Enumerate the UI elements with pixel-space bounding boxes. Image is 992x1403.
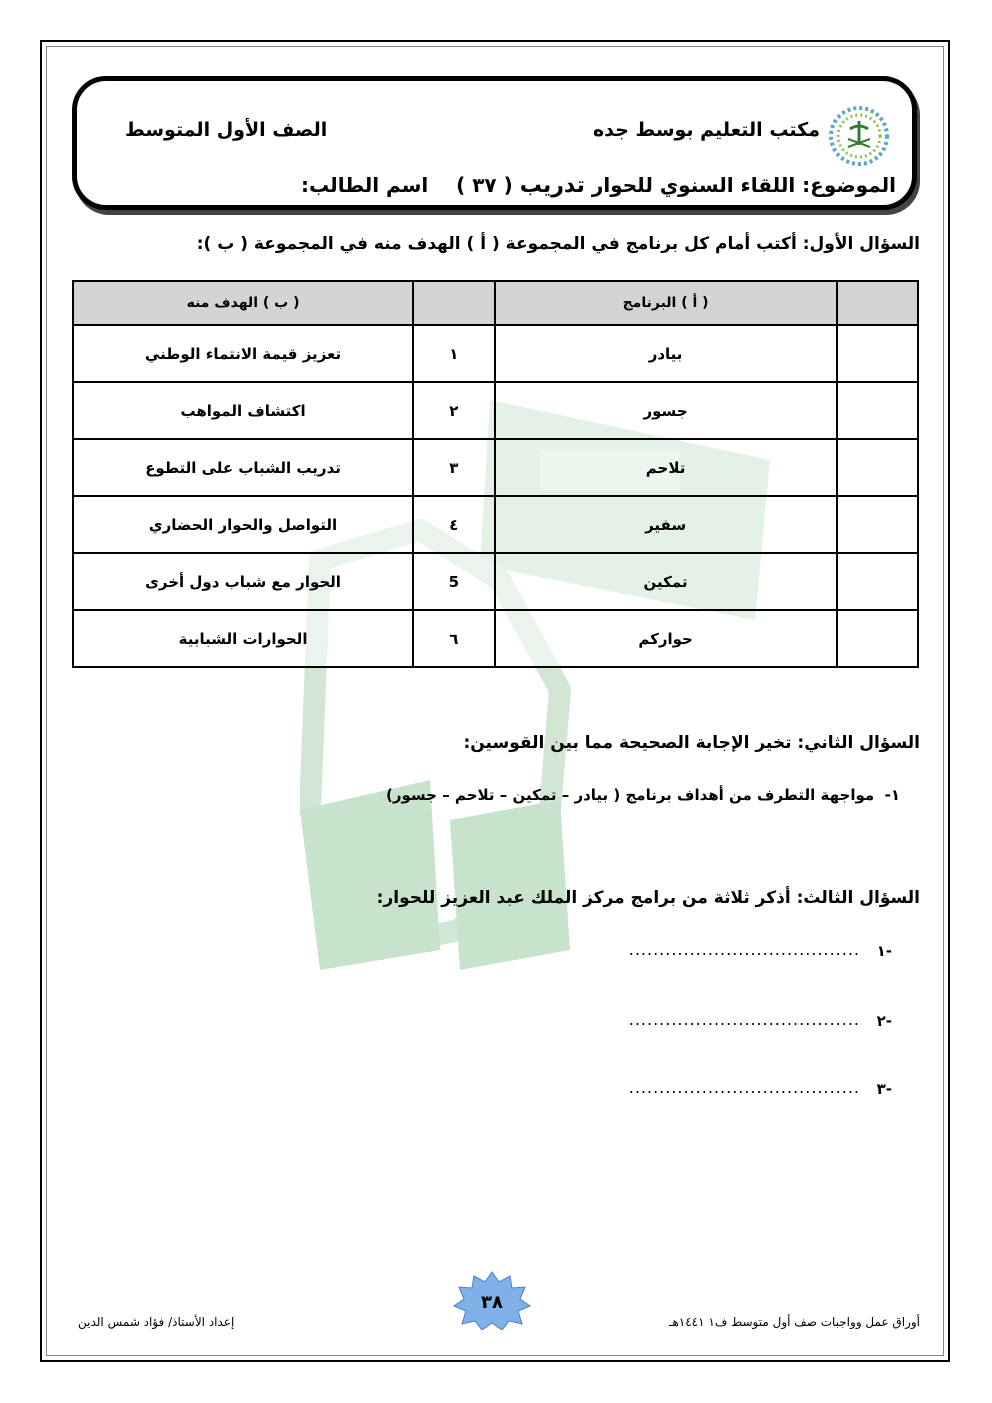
question-1-title: السؤال الأول: أكتب أمام كل برنامج في المجموعة ( أ ) الهدف منه في المجموعة ( ب ): <box>196 234 920 254</box>
program-cell: بيادر <box>495 325 837 382</box>
table-row <box>73 553 918 610</box>
number-cell: ٦ <box>413 610 495 667</box>
topic-number: ( ٣٧ ) <box>456 173 513 197</box>
answer-line-2[interactable]: ...................................... <box>628 1010 860 1029</box>
number-cell: 5 <box>413 553 495 610</box>
answer-label-2: -٢ <box>876 1012 892 1030</box>
program-cell: جسور <box>495 382 837 439</box>
answer-line-1[interactable]: ...................................... <box>628 940 860 959</box>
answer-cell[interactable] <box>837 496 918 553</box>
table-row <box>73 325 918 382</box>
page-number-badge <box>452 1270 532 1330</box>
goal-cell: الحوار مع شباب دول أخرى <box>73 553 413 610</box>
answer-label-3: -٣ <box>876 1080 892 1098</box>
goal-cell: اكتشاف المواهب <box>73 382 413 439</box>
goal-cell: تدريب الشباب على التطوع <box>73 439 413 496</box>
starburst-icon <box>452 1270 532 1330</box>
answer-column-header <box>837 281 918 325</box>
footer-title: أوراق عمل وواجبات صف أول متوسط ف١ ١٤٤١هـ <box>668 1315 920 1329</box>
answer-cell[interactable] <box>837 382 918 439</box>
topic-line <box>301 173 896 198</box>
topic-label: الموضوع: اللقاء السنوي للحوار <box>591 173 896 197</box>
matching-table <box>72 280 919 668</box>
number-cell: ١ <box>413 325 495 382</box>
table-row <box>73 439 918 496</box>
answer-cell[interactable] <box>837 553 918 610</box>
goal-cell: الحوارات الشبابية <box>73 610 413 667</box>
table-header-row <box>73 281 918 325</box>
page-number: ٣٨ <box>481 1292 503 1313</box>
table-row <box>73 382 918 439</box>
table-row <box>73 496 918 553</box>
number-cell: ٤ <box>413 496 495 553</box>
program-cell: تلاحم <box>495 439 837 496</box>
item-number: ١- <box>884 786 900 804</box>
header-box <box>72 76 917 210</box>
ministry-logo-icon <box>828 105 890 167</box>
student-name-label: اسم الطالب: <box>301 173 429 197</box>
question-2-title: السؤال الثاني: تخير الإجابة الصحيحة مما بين القوسين: <box>463 733 920 753</box>
question-2-item <box>386 786 900 804</box>
answer-line-3[interactable]: ...................................... <box>628 1078 860 1097</box>
program-cell: سفير <box>495 496 837 553</box>
program-cell: حواركم <box>495 610 837 667</box>
item-text: مواجهة التطرف من أهداف برنامج ( بيادر – تمكين – تلاحم – جسور) <box>386 786 875 804</box>
program-cell: تمكين <box>495 553 837 610</box>
number-column-header <box>413 281 495 325</box>
goal-column-header: ( ب ) الهدف منه <box>73 281 413 325</box>
goal-cell: التواصل والحوار الحضاري <box>73 496 413 553</box>
program-column-header: ( أ ) البرنامج <box>495 281 837 325</box>
office-name: مكتب التعليم بوسط جده <box>592 119 820 141</box>
topic-strong: تدريب <box>519 173 585 198</box>
number-cell: ٣ <box>413 439 495 496</box>
table-row <box>73 610 918 667</box>
footer-author: إعداد الأستاذ/ فؤاد شمس الدين <box>78 1315 235 1329</box>
goal-cell: تعزيز قيمة الانتماء الوطني <box>73 325 413 382</box>
answer-label-1: -١ <box>876 942 892 960</box>
answer-cell[interactable] <box>837 439 918 496</box>
answer-cell[interactable] <box>837 325 918 382</box>
question-3-title: السؤال الثالث: أذكر ثلاثة من برامج مركز الملك عبد العزيز للحوار: <box>376 888 920 908</box>
answer-cell[interactable] <box>837 610 918 667</box>
grade-level: الصف الأول المتوسط <box>125 119 328 141</box>
number-cell: ٢ <box>413 382 495 439</box>
